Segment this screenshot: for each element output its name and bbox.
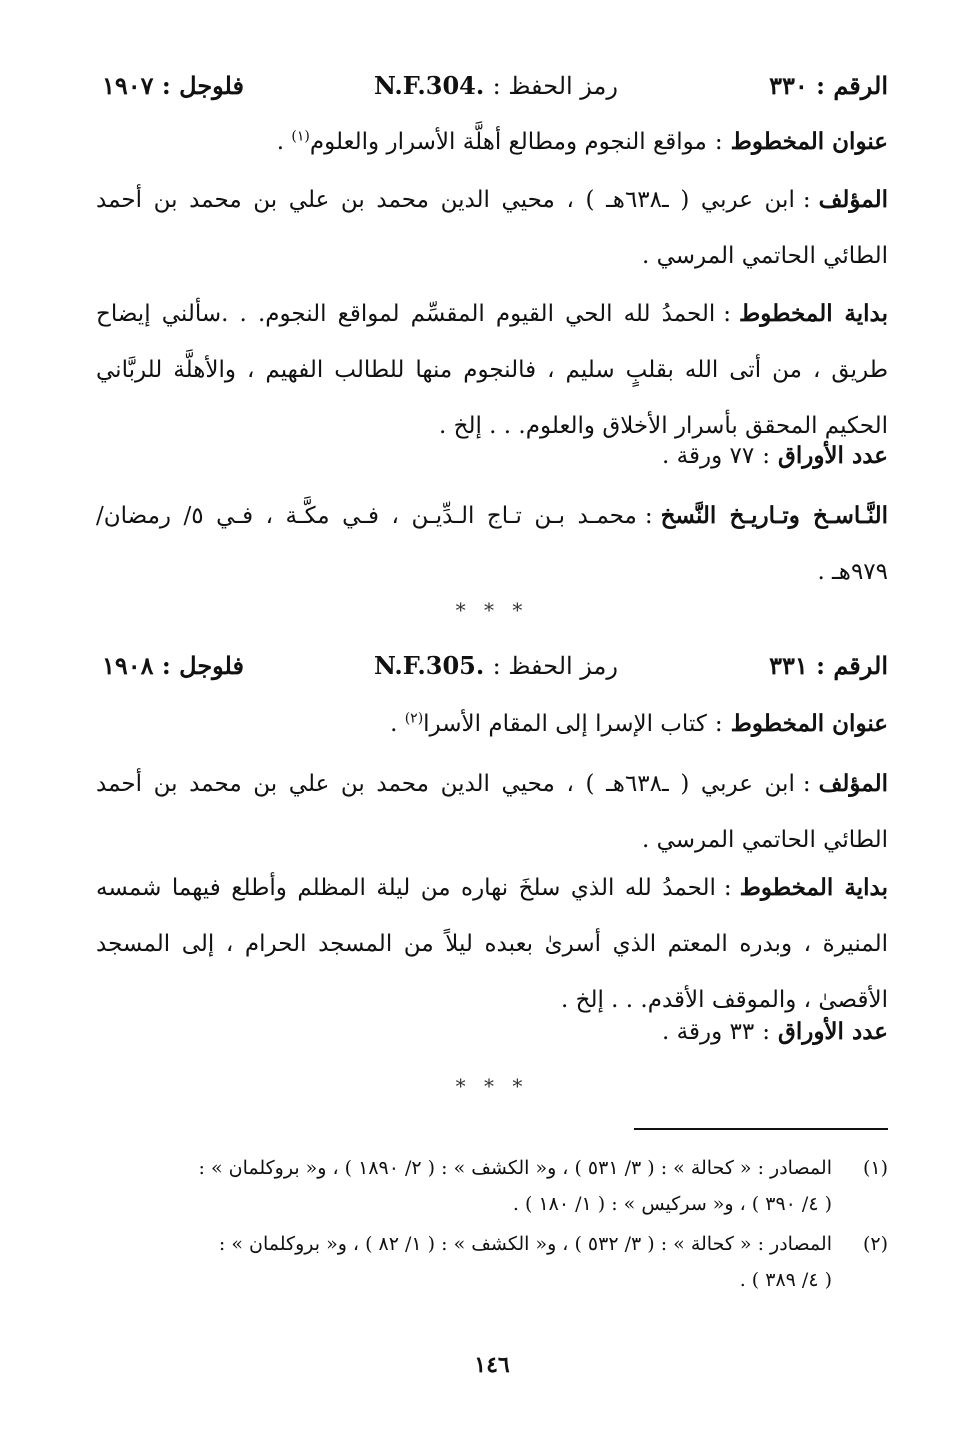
flugel-value: ١٩٠٧ [102,71,154,100]
incipit-label: بداية المخطوط [739,300,888,327]
footnote-2 [96,1226,888,1298]
incipit-label: بداية المخطوط [739,874,888,901]
flugel-label: فلوجل : [161,71,244,100]
copyist-label: النَّـاسـخ وتـاريـخ النَّسخ [660,502,888,529]
shelfmark-label: رمز الحفظ : [492,72,618,100]
flugel-label: فلوجل : [161,651,244,680]
entry-2-title: عنوان المخطوط:كتاب الإسرا إلى المقام الأسرا$^{(٢)}$ . [390,710,888,737]
entry-2-folios: عدد الأوراق:٣٣ ورقة . [662,1018,888,1045]
entry-1-copyist: النَّـاسـخ وتـاريـخ النَّسخ:محمـد بـن تـاج الـدِّيـن ، فـي مكَّـة ، فـي ٥/ رمضان/ ٩٧٩هـ . [96,502,888,585]
shelfmark-value: N.F.305. [374,651,485,680]
section-separator: * * * [455,1074,529,1098]
entry-1-incipit: بداية المخطوط:الحمدُ لله الحي القيوم المقسِّم لمواقع النجوم. . .سألني إيضاح طريق ، من أتى الله بقلبٍ سليم ، فالنجوم منها للطالب الفهيم ، والأهلَّة للربَّاني الحكيم المحقق بأسرار الأخلاق والعلوم. . . إلخ . [96,300,888,439]
folios-label: عدد الأوراق [777,442,888,469]
title-label: عنوان المخطوط [730,128,888,155]
title-value: مواقع النجوم ومطالع أهلَّة الأسرار والعلوم [309,129,707,155]
author-label: المؤلف [818,770,888,797]
entry-1-folios: عدد الأوراق:٧٧ ورقة . [662,442,888,469]
entry-2-shelfmark [374,644,618,688]
author-value: ابن عربي ( ـ٦٣٨هـ ) ، محيي الدين محمد بن علي بن محمد بن أحمد الطائي الحاتمي المرسي . [96,187,888,269]
entry-1-shelfmark [374,64,618,108]
entry-1-flugel [102,64,244,108]
entry-2-flugel [102,644,244,688]
entry-1-author: المؤلف:ابن عربي ( ـ٦٣٨هـ ) ، محيي الدين محمد بن علي بن محمد بن أحمد الطائي الحاتمي المرسي . [96,186,888,269]
footnote-marker: (١) [862,1157,888,1179]
number-label: الرقم : [816,71,888,100]
title-label: عنوان المخطوط [730,710,888,737]
footnote-ref[interactable]: (٢) [404,710,424,727]
footnote-text: المصادر : « كحالة » : ( ٣/ ٥٣١ ) ، و« الكشف » : ( ٢/ ١٨٩٠ ) ، و« بروكلمان » : [198,1157,832,1179]
author-value: ابن عربي ( ـ٦٣٨هـ ) ، محيي الدين محمد بن علي بن محمد بن أحمد الطائي الحاتمي المرسي . [96,771,888,853]
footnote-text: المصادر : « كحالة » : ( ٣/ ٥٣٢ ) ، و« الكشف » : ( ١/ ٨٢ ) ، و« بروكلمان » : [218,1233,832,1255]
footnote-ref[interactable]: (١) [291,128,310,145]
entry-2-author: المؤلف:ابن عربي ( ـ٦٣٨هـ ) ، محيي الدين محمد بن علي بن محمد بن أحمد الطائي الحاتمي المرسي . [96,770,888,853]
footnote-1 [96,1150,888,1222]
flugel-value: ١٩٠٨ [102,651,154,680]
folios-label: عدد الأوراق [777,1018,888,1045]
shelfmark-value: N.F.304. [374,71,485,100]
entry-1-header [96,64,888,108]
entry-2-number [769,644,888,688]
copyist-value: محمـد بـن تـاج الـدِّيـن ، فـي مكَّـة ، فـي ٥/ رمضان/ ٩٧٩هـ . [96,503,888,585]
entry-2-incipit: بداية المخطوط:الحمدُ لله الذي سلخَ نهاره من ليلة المظلم وأطلع فيهما شمسه المنيرة ، وبدره المعتم الذي أسرىٰ بعبده ليلاً من المسجد الحرام ، إلى المسجد الأقصىٰ ، والموقف الأقدم. . . إلخ . [96,874,888,1013]
folios-value: ٣٣ ورقة . [662,1019,755,1045]
page-number: ١٤٦ [474,1352,510,1378]
footnote-continuation: ( ٤/ ٣٩٠ ) ، و« سركيس » : ( ١/ ١٨٠ ) . [512,1193,832,1215]
section-separator: * * * [455,598,529,622]
author-label: المؤلف [818,186,888,213]
incipit-value: الحمدُ لله الحي القيوم المقسِّم لمواقع النجوم. . .سألني إيضاح طريق ، من أتى الله بقلبٍ سليم ، فالنجوم منها للطالب الفهيم ، والأهلَّة للربَّاني الحكيم المحقق بأسرار الأخلاق والعلوم. . . إلخ . [96,301,888,439]
shelfmark-label: رمز الحفظ : [492,652,618,680]
number-value: ٣٣٠ [769,71,808,100]
entry-1-number [769,64,888,108]
number-value: ٣٣١ [769,651,808,680]
entry-1-title: عنوان المخطوط:مواقع النجوم ومطالع أهلَّة الأسرار والعلوم$^{(١)}$ . [276,128,888,155]
incipit-value: الحمدُ لله الذي سلخَ نهاره من ليلة المظلم وأطلع فيهما شمسه المنيرة ، وبدره المعتم الذي أسرىٰ بعبده ليلاً من المسجد الحرام ، إلى المسجد الأقصىٰ ، والموقف الأقدم. . . إلخ . [96,875,888,1013]
book-page [96,0,888,1433]
footnote-rule [634,1128,888,1130]
number-label: الرقم : [816,651,888,680]
entry-2-header [96,644,888,688]
footnote-marker: (٢) [862,1233,888,1255]
folios-value: ٧٧ ورقة . [662,443,755,469]
footnote-continuation: ( ٤/ ٣٨٩ ) . [739,1269,832,1291]
title-value: كتاب الإسرا إلى المقام الأسرا [423,711,707,737]
